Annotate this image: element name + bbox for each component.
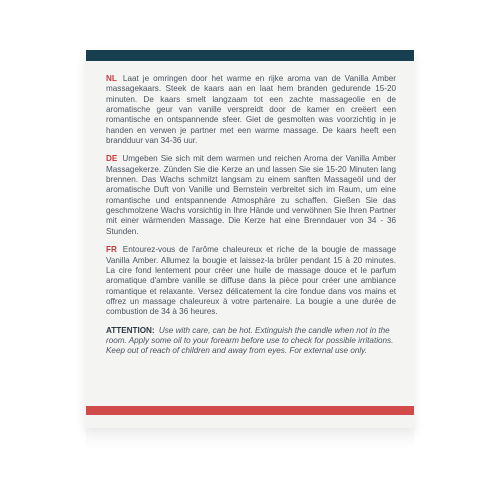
section-text-nl: Laat je omringen door het warme en rijke aroma van de Vanilla Amber massagekaars. Steek de kaars aan en laat hem branden gedurende 15-20 minuten. De kaars smelt langzaam tot een zachte massageolie en de aromatische geur van vanille verspreidt door de kamer en creëert een romantische en ontspannende sfeer. Giet de gesmolten was voorzichtig in je handen en verwen je partner met een warme massage. De kaars heeft een brandduur van 34-36 uur. (106, 74, 397, 146)
attention-section (106, 326, 396, 357)
section-text-fr: Entourez-vous de l'arôme chaleureux et riche de la bougie de massage Vanilla Amber. Allumez la bougie et laissez-la brûler pendant 15 à 20 minutes. La cire fond lentement pour créer une huile de massage douce et le parfum aromatique d'ambre vanille se diffuse dans la pièce pour créer une ambiance romantique et relaxante. Versez délicatement la cire fondue dans vos mains et offrez un massage chaleureux à votre partenaire. La bougie a une durée de combustion de 34 à 36 heures. (106, 245, 396, 317)
section-nl (106, 74, 396, 146)
language-code-de: DE (106, 154, 118, 164)
attention-text: Use with care, can be hot. Extinguish the candle when not in the room. Apply some oil to your forearm before use to check for possible irritations. Keep out of reach of children and away from eyes. For external use only. (106, 325, 394, 356)
language-code-fr: FR (106, 245, 117, 255)
section-text-de: Umgeben Sie sich mit dem warmen und reichen Aroma der Vanilla Amber Massagekerze. Zünden Sie die Kerze an und lassen Sie sie 15-20 Minuten lang brennen. Das Wachs schmilzt langsam zu einem sanften Massageöl und der aromatische Duft von Vanille und Bernstein verbreitet sich im Raum, um eine romantische und entspannende Atmosphäre zu schaffen. Gießen Sie das geschmolzene Wachs vorsichtig in Ihre Hände und verwöhnen Sie Ihren Partner mit einer wärmenden Massage. Die Kerze hat eine Brenndauer von 34 - 36 Stunden. (106, 154, 396, 236)
section-fr (106, 245, 396, 317)
card-shadow (86, 428, 414, 450)
bottom-color-band (86, 406, 414, 415)
product-label-card (86, 50, 414, 428)
language-code-nl: NL (106, 74, 117, 83)
section-de (106, 154, 396, 237)
label-content (106, 74, 396, 365)
attention-label: ATTENTION: (106, 325, 155, 335)
top-color-band (86, 50, 414, 61)
